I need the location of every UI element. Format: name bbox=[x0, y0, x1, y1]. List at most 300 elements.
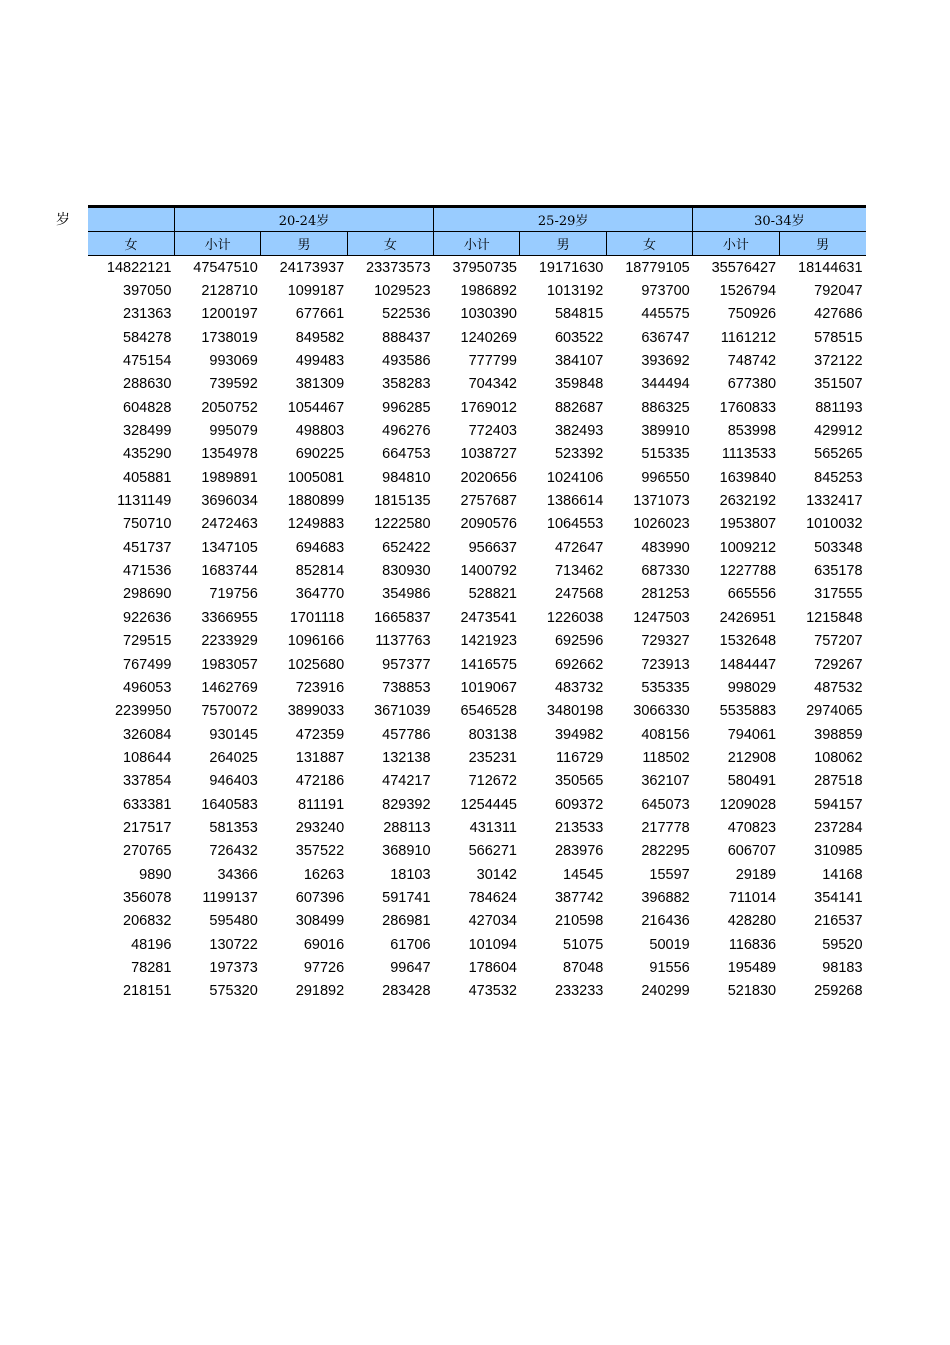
table-row bbox=[88, 583, 866, 606]
table-cell: 1416575 bbox=[460, 656, 517, 673]
table-cell: 9890 bbox=[139, 866, 172, 883]
table-cell: 398859 bbox=[814, 726, 863, 743]
table-cell: 308499 bbox=[295, 913, 345, 930]
table-cell: 496276 bbox=[382, 423, 431, 440]
table-cell: 195489 bbox=[727, 959, 777, 976]
table-cell: 1137763 bbox=[375, 633, 431, 650]
table-cell: 729327 bbox=[641, 633, 690, 650]
table-cell: 87048 bbox=[563, 959, 604, 976]
table-cell: 1254445 bbox=[460, 796, 517, 813]
table-cell: 578515 bbox=[814, 329, 863, 346]
table-cell: 471536 bbox=[123, 563, 172, 580]
table-cell: 264025 bbox=[209, 749, 258, 766]
table-cell: 886325 bbox=[641, 399, 690, 416]
table-cell: 956637 bbox=[468, 539, 517, 556]
sex-subheader: 女 bbox=[347, 232, 433, 256]
table-cell: 1760833 bbox=[719, 399, 777, 416]
table-cell: 381309 bbox=[295, 376, 345, 393]
table-cell: 218151 bbox=[123, 983, 172, 1000]
age-group-header: 30-34岁 bbox=[693, 207, 866, 232]
table-cell: 18103 bbox=[390, 866, 431, 883]
table-row bbox=[88, 303, 866, 326]
table-cell: 1026023 bbox=[633, 516, 690, 533]
table-cell: 1064553 bbox=[546, 516, 604, 533]
table-cell: 235231 bbox=[468, 749, 517, 766]
table-cell: 472186 bbox=[295, 773, 345, 790]
table-cell: 882687 bbox=[554, 399, 604, 416]
table-cell: 603522 bbox=[554, 329, 604, 346]
table-cell: 293240 bbox=[295, 819, 345, 836]
table-cell: 451737 bbox=[123, 539, 172, 556]
table-row bbox=[88, 536, 866, 559]
table-cell: 845253 bbox=[814, 469, 863, 486]
table-cell: 3696034 bbox=[201, 493, 258, 510]
table-cell: 1240269 bbox=[460, 329, 517, 346]
table-cell: 1215848 bbox=[806, 609, 863, 626]
table-cell: 368910 bbox=[382, 843, 431, 860]
table-cell: 291892 bbox=[295, 983, 345, 1000]
sex-subheader: 小计 bbox=[174, 232, 260, 256]
table-cell: 487532 bbox=[814, 679, 863, 696]
table-cell: 811191 bbox=[297, 796, 345, 813]
table-cell: 326084 bbox=[123, 726, 172, 743]
table-cell: 609372 bbox=[554, 796, 604, 813]
table-cell: 427034 bbox=[468, 913, 517, 930]
table-cell: 98183 bbox=[822, 959, 863, 976]
table-cell: 429912 bbox=[814, 423, 863, 440]
table-cell: 474217 bbox=[382, 773, 431, 790]
table-cell: 1665837 bbox=[374, 609, 431, 626]
table-cell: 849582 bbox=[295, 329, 345, 346]
table-cell: 690225 bbox=[295, 446, 345, 463]
table-cell: 575320 bbox=[209, 983, 258, 1000]
table-cell: 97726 bbox=[303, 959, 345, 976]
table-row bbox=[88, 419, 866, 442]
table-cell: 99647 bbox=[390, 959, 431, 976]
table-row bbox=[88, 279, 866, 302]
table-row bbox=[88, 933, 866, 956]
table-cell: 584278 bbox=[123, 329, 172, 346]
table-cell: 677661 bbox=[295, 306, 345, 323]
table-cell: 606707 bbox=[727, 843, 777, 860]
table-cell: 69016 bbox=[303, 936, 345, 953]
table-cell: 515335 bbox=[641, 446, 690, 463]
table-cell: 853998 bbox=[727, 423, 777, 440]
table-cell: 580491 bbox=[727, 773, 777, 790]
table-cell: 1222580 bbox=[374, 516, 431, 533]
table-cell: 1347105 bbox=[201, 539, 258, 556]
table-cell: 354986 bbox=[382, 586, 431, 603]
table-cell: 2473541 bbox=[460, 609, 517, 626]
table-cell: 496053 bbox=[123, 679, 172, 696]
table-cell: 337854 bbox=[123, 773, 172, 790]
table-cell: 237284 bbox=[814, 819, 863, 836]
table-row bbox=[88, 793, 866, 816]
table-cell: 498803 bbox=[295, 423, 345, 440]
table-cell: 282295 bbox=[641, 843, 690, 860]
table-cell: 475154 bbox=[123, 353, 172, 370]
table-cell: 1738019 bbox=[201, 329, 258, 346]
table-cell: 288630 bbox=[123, 376, 172, 393]
table-cell: 1880899 bbox=[287, 493, 345, 510]
table-cell: 1983057 bbox=[201, 656, 258, 673]
table-cell: 14545 bbox=[563, 866, 604, 883]
table-cell: 888437 bbox=[382, 329, 431, 346]
table-cell: 692662 bbox=[554, 656, 604, 673]
table-cell: 750926 bbox=[727, 306, 777, 323]
table-cell: 48196 bbox=[131, 936, 172, 953]
table-cell: 212908 bbox=[727, 749, 777, 766]
table-cell: 719756 bbox=[209, 586, 258, 603]
table-row bbox=[88, 700, 866, 723]
table-cell: 216537 bbox=[814, 913, 863, 930]
table-row bbox=[88, 676, 866, 699]
table-cell: 2020656 bbox=[460, 469, 517, 486]
table-cell: 178604 bbox=[468, 959, 517, 976]
table-cell: 750710 bbox=[123, 516, 172, 533]
table-cell: 829392 bbox=[382, 796, 431, 813]
table-cell: 664753 bbox=[382, 446, 431, 463]
table-cell: 359848 bbox=[554, 376, 604, 393]
table-cell: 1096166 bbox=[287, 633, 345, 650]
table-cell: 1005081 bbox=[287, 469, 345, 486]
table-cell: 389910 bbox=[641, 423, 690, 440]
table-cell: 270765 bbox=[123, 843, 172, 860]
table-row bbox=[88, 863, 866, 886]
table-cell: 1400792 bbox=[460, 563, 517, 580]
table-cell: 729515 bbox=[123, 633, 172, 650]
table-row bbox=[88, 513, 866, 536]
table-row bbox=[88, 559, 866, 582]
table-cell: 283976 bbox=[554, 843, 604, 860]
table-cell: 591741 bbox=[382, 889, 431, 906]
table-cell: 692596 bbox=[554, 633, 604, 650]
table-cell: 2632192 bbox=[719, 493, 777, 510]
table-cell: 405881 bbox=[123, 469, 172, 486]
table-cell: 946403 bbox=[209, 773, 258, 790]
table-cell: 1484447 bbox=[719, 656, 777, 673]
sex-subheader: 男 bbox=[779, 232, 865, 256]
sex-subheader: 小计 bbox=[434, 232, 520, 256]
table-cell: 354141 bbox=[814, 889, 863, 906]
table-cell: 397050 bbox=[123, 283, 172, 300]
table-cell: 792047 bbox=[814, 283, 863, 300]
table-row bbox=[88, 746, 866, 769]
table-cell: 694683 bbox=[295, 539, 345, 556]
table-cell: 356078 bbox=[123, 889, 172, 906]
table-cell: 101094 bbox=[468, 936, 517, 953]
table-cell: 1199137 bbox=[202, 889, 258, 906]
table-cell: 777799 bbox=[468, 353, 517, 370]
table-cell: 206832 bbox=[123, 913, 172, 930]
table-cell: 233233 bbox=[554, 983, 604, 1000]
table-cell: 393692 bbox=[641, 353, 690, 370]
table-cell: 565265 bbox=[814, 446, 863, 463]
table-cell: 1200197 bbox=[201, 306, 258, 323]
table-cell: 957377 bbox=[382, 656, 431, 673]
table-cell: 288113 bbox=[383, 819, 431, 836]
table-cell: 1332417 bbox=[806, 493, 863, 510]
table-cell: 2090576 bbox=[460, 516, 517, 533]
table-row bbox=[88, 606, 866, 629]
table-cell: 636747 bbox=[641, 329, 690, 346]
table-cell: 1025680 bbox=[287, 656, 345, 673]
table-cell: 287518 bbox=[814, 773, 863, 790]
table-cell: 317555 bbox=[814, 586, 863, 603]
table-cell: 483990 bbox=[641, 539, 690, 556]
table-cell: 364770 bbox=[295, 586, 345, 603]
table-cell: 1019067 bbox=[460, 679, 517, 696]
table-cell: 2757687 bbox=[460, 493, 517, 510]
table-row bbox=[88, 373, 866, 396]
table-cell: 116729 bbox=[556, 749, 604, 766]
table-body bbox=[88, 256, 866, 1004]
table-cell: 358283 bbox=[382, 376, 431, 393]
table-cell: 15597 bbox=[649, 866, 690, 883]
table-cell: 2233929 bbox=[201, 633, 258, 650]
table-cell: 522536 bbox=[382, 306, 431, 323]
age-group-header bbox=[88, 207, 174, 232]
table-cell: 408156 bbox=[641, 726, 690, 743]
table-cell: 803138 bbox=[468, 726, 517, 743]
table-cell: 1024106 bbox=[546, 469, 604, 486]
table-cell: 998029 bbox=[727, 679, 777, 696]
table-cell: 35576427 bbox=[711, 259, 777, 276]
table-cell: 607396 bbox=[295, 889, 345, 906]
table-cell: 431311 bbox=[469, 819, 517, 836]
table-cell: 535335 bbox=[641, 679, 690, 696]
table-cell: 633381 bbox=[123, 796, 172, 813]
table-cell: 240299 bbox=[641, 983, 690, 1000]
sex-subheader: 男 bbox=[520, 232, 606, 256]
table-cell: 61706 bbox=[390, 936, 431, 953]
table-cell: 995079 bbox=[209, 423, 258, 440]
table-cell: 996550 bbox=[641, 469, 690, 486]
table-cell: 18779105 bbox=[625, 259, 690, 276]
table-cell: 996285 bbox=[382, 399, 431, 416]
table-cell: 344494 bbox=[641, 376, 690, 393]
table-cell: 1354978 bbox=[201, 446, 258, 463]
table-cell: 14822121 bbox=[106, 259, 172, 276]
table-cell: 445575 bbox=[641, 306, 690, 323]
table-cell: 711014 bbox=[728, 889, 777, 906]
table-cell: 748742 bbox=[727, 353, 777, 370]
table-cell: 635178 bbox=[814, 563, 863, 580]
table-cell: 1161212 bbox=[720, 329, 777, 346]
table-cell: 1249883 bbox=[287, 516, 345, 533]
table-cell: 24173937 bbox=[279, 259, 345, 276]
table-cell: 3480198 bbox=[546, 703, 604, 720]
table-cell: 216436 bbox=[641, 913, 690, 930]
table-cell: 217778 bbox=[641, 819, 690, 836]
age-group-header-row bbox=[88, 207, 866, 232]
table-cell: 7570072 bbox=[201, 703, 258, 720]
table-cell: 427686 bbox=[814, 306, 863, 323]
table-cell: 2974065 bbox=[806, 703, 863, 720]
table-cell: 1701118 bbox=[289, 609, 345, 626]
table-cell: 457786 bbox=[382, 726, 431, 743]
table-cell: 1989891 bbox=[201, 469, 258, 486]
table-cell: 594157 bbox=[814, 796, 863, 813]
table-cell: 1526794 bbox=[719, 283, 777, 300]
table-cell: 1421923 bbox=[460, 633, 517, 650]
table-cell: 1683744 bbox=[201, 563, 258, 580]
table-cell: 217517 bbox=[123, 819, 172, 836]
table-cell: 350565 bbox=[554, 773, 604, 790]
table-cell: 1640583 bbox=[201, 796, 258, 813]
table-cell: 1010032 bbox=[806, 516, 863, 533]
table-cell: 78281 bbox=[131, 959, 172, 976]
table-cell: 132138 bbox=[382, 749, 431, 766]
table-row bbox=[88, 723, 866, 746]
table-cell: 47547510 bbox=[193, 259, 258, 276]
table-row bbox=[88, 443, 866, 466]
table-cell: 259268 bbox=[814, 983, 863, 1000]
table-cell: 723913 bbox=[641, 656, 690, 673]
table-cell: 704342 bbox=[468, 376, 517, 393]
table-cell: 328499 bbox=[123, 423, 172, 440]
age-unit-label: 岁 bbox=[56, 212, 70, 228]
table-cell: 384107 bbox=[554, 353, 604, 370]
table-row bbox=[88, 910, 866, 933]
table-cell: 1226038 bbox=[546, 609, 604, 626]
table-cell: 34366 bbox=[217, 866, 258, 883]
table-cell: 59520 bbox=[822, 936, 863, 953]
table-cell: 50019 bbox=[649, 936, 690, 953]
table-cell: 6546528 bbox=[460, 703, 517, 720]
table-cell: 1054467 bbox=[287, 399, 345, 416]
table-cell: 3366955 bbox=[201, 609, 258, 626]
table-cell: 286981 bbox=[382, 913, 431, 930]
table-cell: 3066330 bbox=[633, 703, 690, 720]
table-cell: 2128710 bbox=[201, 283, 258, 300]
table-cell: 794061 bbox=[727, 726, 777, 743]
table-cell: 3671039 bbox=[374, 703, 431, 720]
table-cell: 1099187 bbox=[287, 283, 345, 300]
table-cell: 1247503 bbox=[633, 609, 690, 626]
table-cell: 922636 bbox=[123, 609, 172, 626]
table-cell: 528821 bbox=[468, 586, 517, 603]
table-cell: 523392 bbox=[554, 446, 604, 463]
sex-subheader: 小计 bbox=[693, 232, 779, 256]
table-cell: 772403 bbox=[468, 423, 517, 440]
table-cell: 298690 bbox=[123, 586, 172, 603]
table-cell: 1986892 bbox=[460, 283, 517, 300]
table-cell: 231363 bbox=[123, 306, 172, 323]
table-row bbox=[88, 396, 866, 419]
table-row bbox=[88, 653, 866, 676]
table-cell: 387742 bbox=[554, 889, 604, 906]
table-cell: 930145 bbox=[209, 726, 258, 743]
table-cell: 726432 bbox=[209, 843, 258, 860]
table-cell: 428280 bbox=[727, 913, 777, 930]
table-row bbox=[88, 956, 866, 979]
table-cell: 581353 bbox=[209, 819, 258, 836]
table-cell: 1029523 bbox=[374, 283, 431, 300]
table-cell: 1769012 bbox=[460, 399, 517, 416]
table-cell: 984810 bbox=[382, 469, 431, 486]
table-cell: 37950735 bbox=[452, 259, 517, 276]
table-cell: 1953807 bbox=[719, 516, 777, 533]
table-cell: 14168 bbox=[822, 866, 863, 883]
table-cell: 472359 bbox=[295, 726, 345, 743]
table-cell: 29189 bbox=[735, 866, 777, 883]
table-cell: 396882 bbox=[641, 889, 690, 906]
table-row bbox=[88, 840, 866, 863]
table-cell: 16263 bbox=[303, 866, 345, 883]
table-cell: 881193 bbox=[815, 399, 863, 416]
table-cell: 739592 bbox=[209, 376, 258, 393]
table-cell: 729267 bbox=[814, 656, 863, 673]
table-cell: 713462 bbox=[554, 563, 604, 580]
table-cell: 767499 bbox=[123, 656, 172, 673]
table-cell: 652422 bbox=[382, 539, 431, 556]
table-cell: 645073 bbox=[641, 796, 690, 813]
sex-subheader: 女 bbox=[88, 232, 174, 256]
table-cell: 30142 bbox=[476, 866, 517, 883]
table-cell: 3899033 bbox=[287, 703, 345, 720]
age-group-header: 25-29岁 bbox=[434, 207, 693, 232]
table-cell: 283428 bbox=[382, 983, 431, 1000]
table-cell: 503348 bbox=[814, 539, 863, 556]
table-cell: 2426951 bbox=[719, 609, 777, 626]
sex-subheader: 女 bbox=[606, 232, 692, 256]
table-cell: 1815135 bbox=[374, 493, 431, 510]
table-cell: 2050752 bbox=[201, 399, 258, 416]
table-cell: 394982 bbox=[554, 726, 604, 743]
age-group-header: 20-24岁 bbox=[174, 207, 433, 232]
table-cell: 1227788 bbox=[719, 563, 777, 580]
table-cell: 1462769 bbox=[201, 679, 258, 696]
table-cell: 131887 bbox=[295, 749, 345, 766]
table-cell: 1532648 bbox=[719, 633, 777, 650]
table-cell: 1131149 bbox=[117, 493, 172, 510]
table-row bbox=[88, 326, 866, 349]
table-cell: 993069 bbox=[209, 353, 258, 370]
table-cell: 470823 bbox=[727, 819, 777, 836]
table-cell: 493586 bbox=[382, 353, 431, 370]
table-cell: 830930 bbox=[382, 563, 431, 580]
table-cell: 2239950 bbox=[114, 703, 172, 720]
table-cell: 23373573 bbox=[366, 259, 431, 276]
table-cell: 472647 bbox=[554, 539, 604, 556]
table-cell: 281253 bbox=[641, 586, 690, 603]
table-row bbox=[88, 770, 866, 793]
table-cell: 357522 bbox=[295, 843, 345, 860]
table-cell: 91556 bbox=[649, 959, 690, 976]
table-row bbox=[88, 886, 866, 909]
table-cell: 213533 bbox=[554, 819, 604, 836]
table-cell: 382493 bbox=[554, 423, 604, 440]
table-cell: 108062 bbox=[814, 749, 863, 766]
table-cell: 757207 bbox=[814, 633, 863, 650]
table-cell: 247568 bbox=[554, 586, 604, 603]
table-cell: 18144631 bbox=[798, 259, 863, 276]
table-cell: 362107 bbox=[641, 773, 690, 790]
table-row bbox=[88, 980, 866, 1003]
table-cell: 595480 bbox=[209, 913, 258, 930]
table-cell: 372122 bbox=[814, 353, 863, 370]
table-cell: 1009212 bbox=[719, 539, 777, 556]
table-cell: 351507 bbox=[814, 376, 863, 393]
table-cell: 116836 bbox=[728, 936, 777, 953]
table-cell: 51075 bbox=[563, 936, 604, 953]
table-cell: 687330 bbox=[641, 563, 690, 580]
table-cell: 852814 bbox=[295, 563, 345, 580]
table-cell: 483732 bbox=[554, 679, 604, 696]
table-row bbox=[88, 489, 866, 512]
table-cell: 130722 bbox=[209, 936, 258, 953]
